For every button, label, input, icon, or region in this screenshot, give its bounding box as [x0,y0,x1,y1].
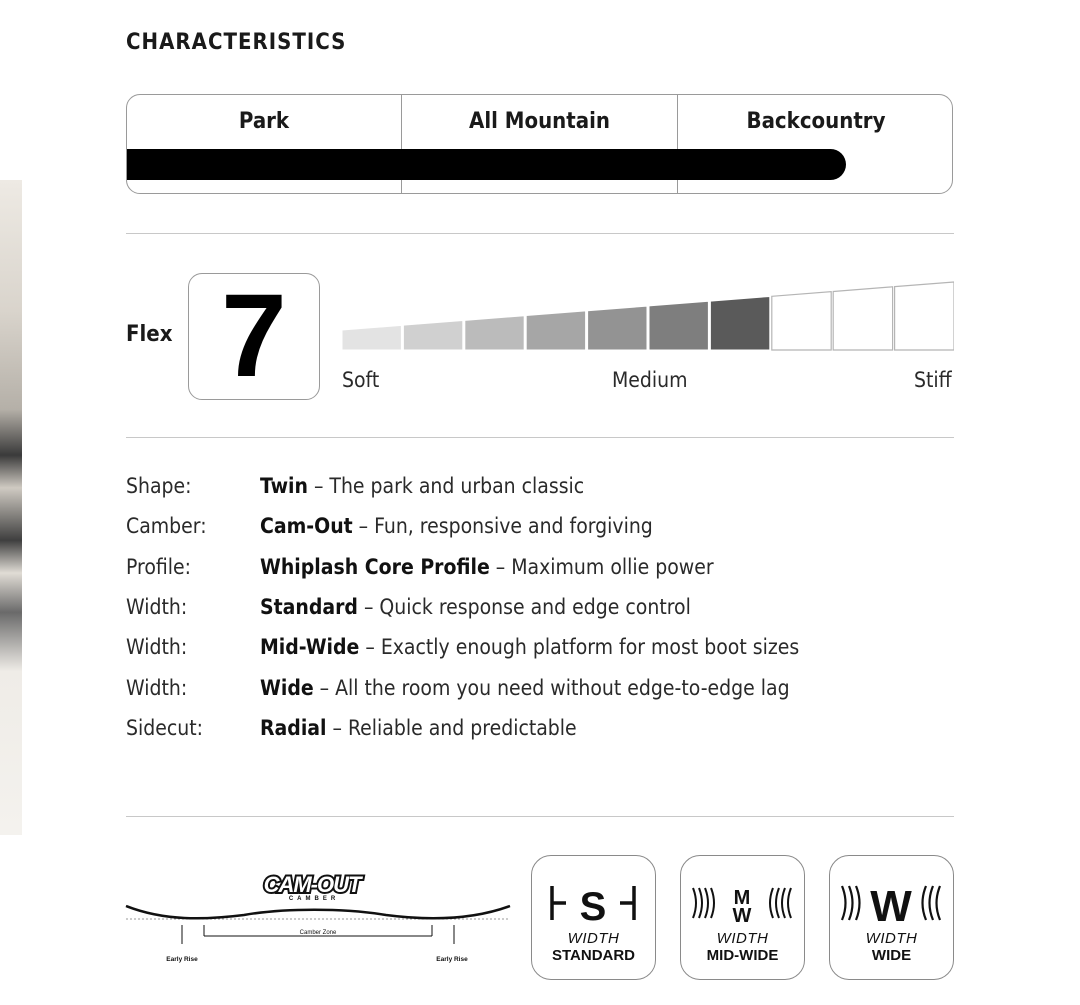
terrain-label-park: Park [127,95,402,193]
spec-label: Profile: [126,555,192,579]
flex-segment-9 [833,287,892,350]
flex-segment-8 [772,292,831,350]
spec-description: – Quick response and edge control [357,595,691,619]
wide-width-icon [830,868,952,930]
spec-name: Twin [260,474,308,498]
badge-line1: WIDTH [567,930,620,947]
spec-value [260,474,584,498]
flex-segment-5 [588,306,647,350]
flex-stiff-label: Stiff [914,368,952,392]
flex-segment-4 [526,311,585,350]
flex-label: Flex [126,322,173,347]
badge-line2: WIDE [871,947,912,964]
camber-logo: CAM-OUT [263,872,361,897]
mid-wide-width-icon [681,868,803,930]
badge-line2: MID-WIDE [706,947,779,964]
divider [126,437,954,438]
spec-label: Shape: [126,474,192,498]
camber-profile-graphic [124,866,512,970]
svg-text:W: W [870,882,912,930]
spec-value [260,555,714,579]
width-badge-wide [829,855,954,980]
width-badge-mid-wide [680,855,805,980]
badge-line1: WIDTH [865,930,918,947]
spec-name: Radial [260,716,327,740]
spec-value [260,635,799,659]
terrain-chart [126,94,953,194]
flex-segment-7 [710,296,769,350]
spec-name: Whiplash Core Profile [260,555,490,579]
spec-label: Width: [126,676,188,700]
flex-scale [342,280,954,352]
flex-segment-10 [895,282,954,350]
camber-logo-subtext: CAMBER [288,896,340,902]
width-badge-standard [531,855,656,980]
spec-value [260,514,653,538]
board-photo-edge [0,180,22,835]
spec-description: – Exactly enough platform for most boot sizes [359,635,800,659]
spec-description: – Maximum ollie power [489,555,714,579]
terrain-label-all-mountain: All Mountain [402,95,678,193]
badge-line2: STANDARD [551,947,636,964]
spec-value [260,595,691,619]
badge-line1: WIDTH [716,930,769,947]
spec-description: – Reliable and predictable [326,716,577,740]
spec-label: Sidecut: [126,716,204,740]
svg-text:S: S [579,885,607,929]
spec-name: Mid-Wide [260,635,360,659]
spec-name: Standard [260,595,358,619]
spec-description: – Fun, responsive and forgiving [352,514,653,538]
flex-medium-label: Medium [612,368,688,392]
flex-rating-value: 7 [221,270,287,402]
spec-name: Cam-Out [260,514,353,538]
svg-text:W: W [732,905,752,927]
flex-segment-3 [465,316,524,350]
svg-text:M: M [733,887,751,909]
section-title: CHARACTERISTICS [126,30,347,55]
spec-description: – The park and urban classic [307,474,585,498]
camber-zone-label: Camber Zone [299,930,337,936]
flex-rating-box [188,270,320,402]
spec-label: Camber: [126,514,207,538]
standard-width-icon [532,868,654,930]
spec-label: Width: [126,595,188,619]
camber-board-line [126,906,510,918]
early-rise-right-label: Early Rise [436,956,468,963]
spec-value [260,676,790,700]
spec-description: – All the room you need without edge-to-edge lag [313,676,790,700]
divider [126,233,954,234]
flex-segment-6 [649,301,708,350]
terrain-coverage-bar [127,149,846,180]
terrain-label-backcountry: Backcountry [746,109,886,134]
divider [126,816,954,817]
spec-name: Wide [260,676,314,700]
flex-segment-1 [342,325,401,350]
early-rise-left-label: Early Rise [166,956,198,963]
spec-label: Width: [126,635,188,659]
flex-soft-label: Soft [342,368,380,392]
spec-value [260,716,577,740]
flex-segment-2 [403,321,462,350]
